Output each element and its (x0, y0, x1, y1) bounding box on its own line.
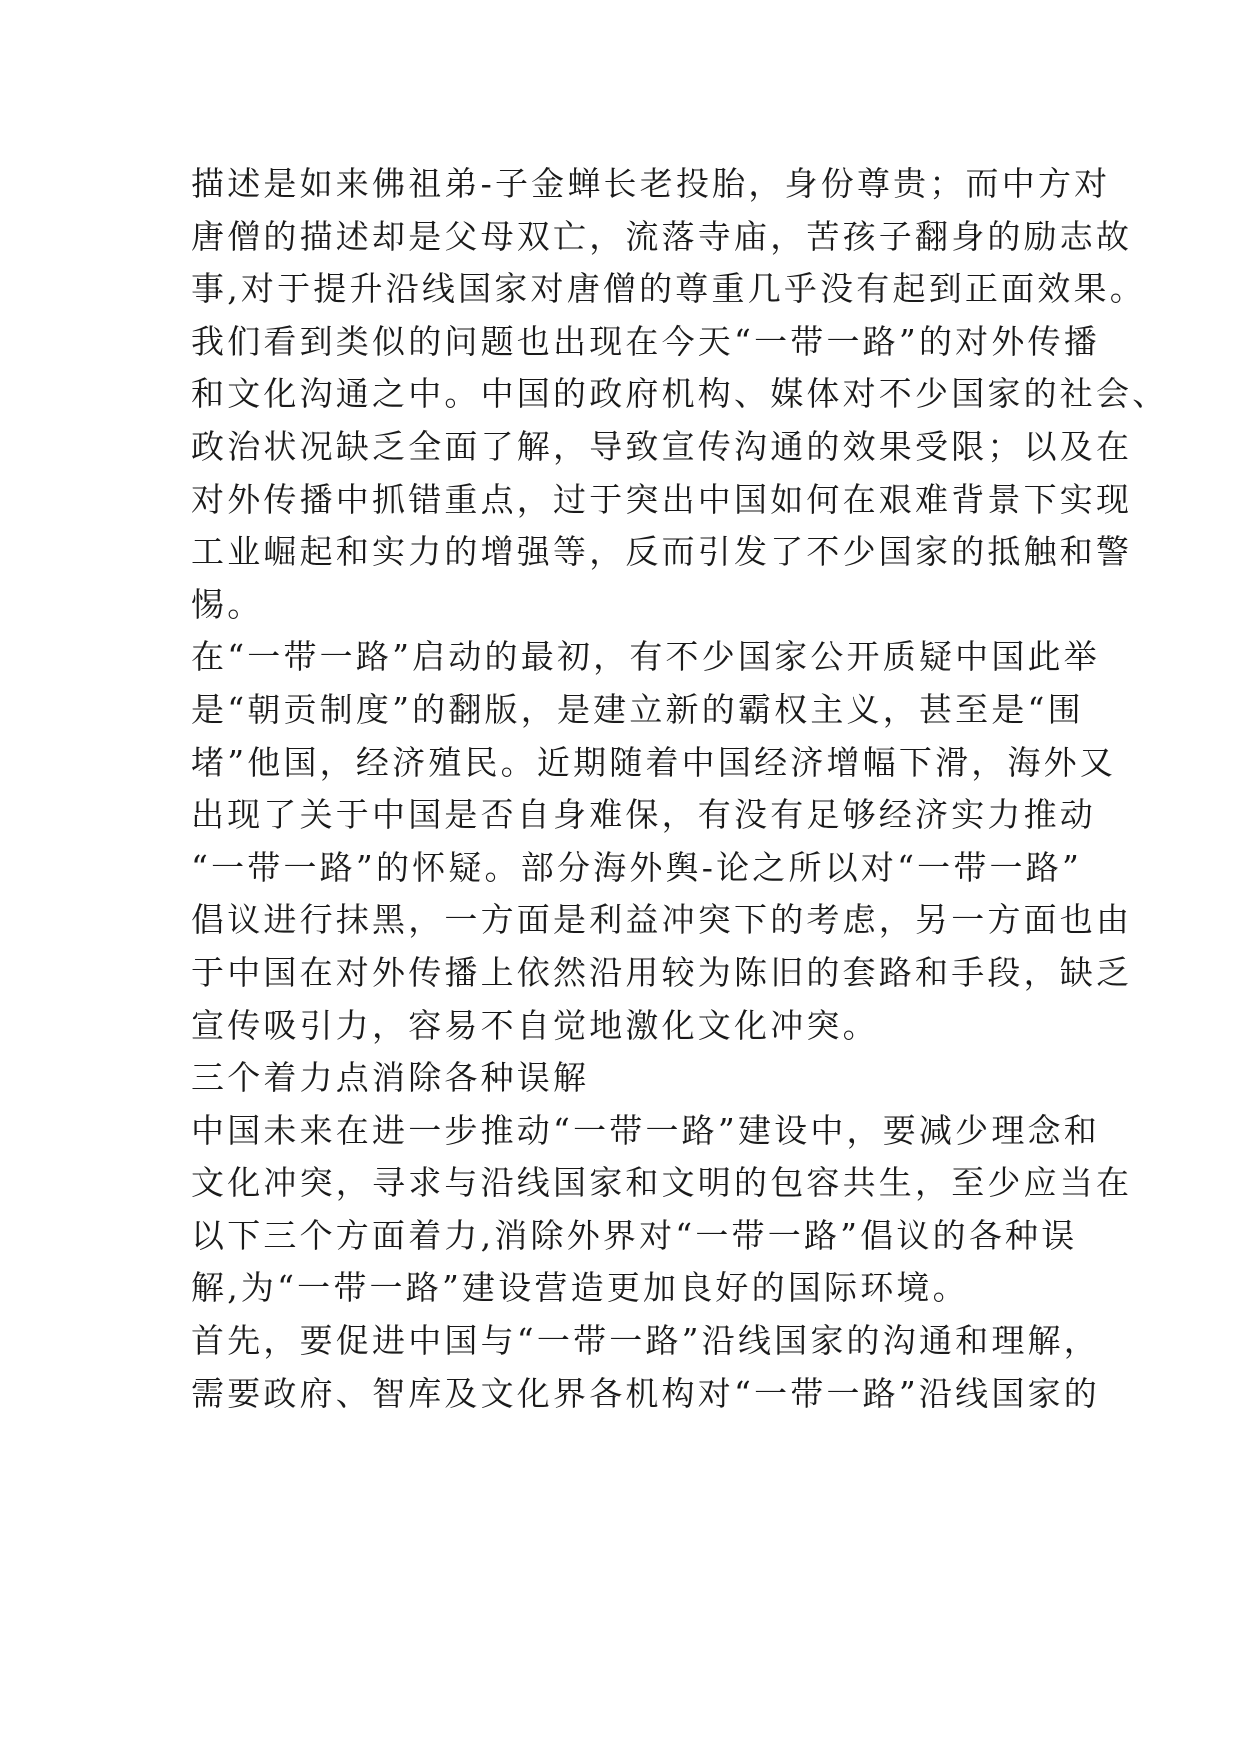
text-line: 和文化沟通之中。中国的政府机构、媒体对不少国家的社会、 (191, 374, 1169, 414)
text-line: 唐僧的描述却是父母双亡，流落寺庙，苦孩子翻身的励志故 (191, 216, 1133, 256)
text-line: 对外传播中抓错重点，过于突出中国如何在艰难背景下实现 (191, 479, 1133, 519)
text-line: 中国未来在进一步推动“一带一路”建设中，要减少理念和 (191, 1110, 1100, 1150)
text-line: 工业崛起和实力的增强等，反而引发了不少国家的抵触和警 (191, 532, 1133, 572)
text-line: 在“一带一路”启动的最初，有不少国家公开质疑中国此举 (191, 637, 1100, 677)
body-text (191, 158, 1169, 1420)
text-line: 倡议进行抹黑，一方面是利益冲突下的考虑，另一方面也由 (191, 900, 1133, 940)
text-line: 以下三个方面着力,消除外界对“一带一路”倡议的各种误 (191, 1215, 1078, 1255)
text-line: 惕。 (191, 584, 264, 624)
text-line: 文化冲突，寻求与沿线国家和文明的包容共生，至少应当在 (191, 1163, 1133, 1203)
text-line: 我们看到类似的问题也出现在今天“一带一路”的对外传播 (191, 321, 1100, 361)
section-heading: 三个着力点消除各种误解 (191, 1058, 590, 1098)
text-line: 事,对于提升沿线国家对唐僧的尊重几乎没有起到正面效果。 (191, 269, 1146, 309)
text-line: 出现了关于中国是否自身难保，有没有足够经济实力推动 (191, 795, 1096, 835)
text-line: 堵”他国，经济殖民。近期随着中国经济增幅下滑，海外又 (191, 742, 1117, 782)
text-line: 是“朝贡制度”的翻版，是建立新的霸权主义，甚至是“围 (191, 689, 1084, 729)
text-line: 解,为“一带一路”建设营造更加良好的国际环境。 (191, 1268, 969, 1308)
text-line: “一带一路”的怀疑。部分海外舆-论之所以对“一带一路” (191, 847, 1083, 887)
text-line: 于中国在对外传播上依然沿用较为陈旧的套路和手段，缺乏 (191, 952, 1133, 992)
text-line: 需要政府、智库及文化界各机构对“一带一路”沿线国家的 (191, 1373, 1100, 1413)
text-line: 首先，要促进中国与“一带一路”沿线国家的沟通和理解， (191, 1321, 1100, 1361)
text-line: 政治状况缺乏全面了解，导致宣传沟通的效果受限；以及在 (191, 426, 1133, 466)
text-line: 描述是如来佛祖弟-子金蝉长老投胎，身份尊贵；而中方对 (191, 164, 1111, 203)
text-line: 宣传吸引力，容易不自觉地激化文化冲突。 (191, 1005, 879, 1045)
